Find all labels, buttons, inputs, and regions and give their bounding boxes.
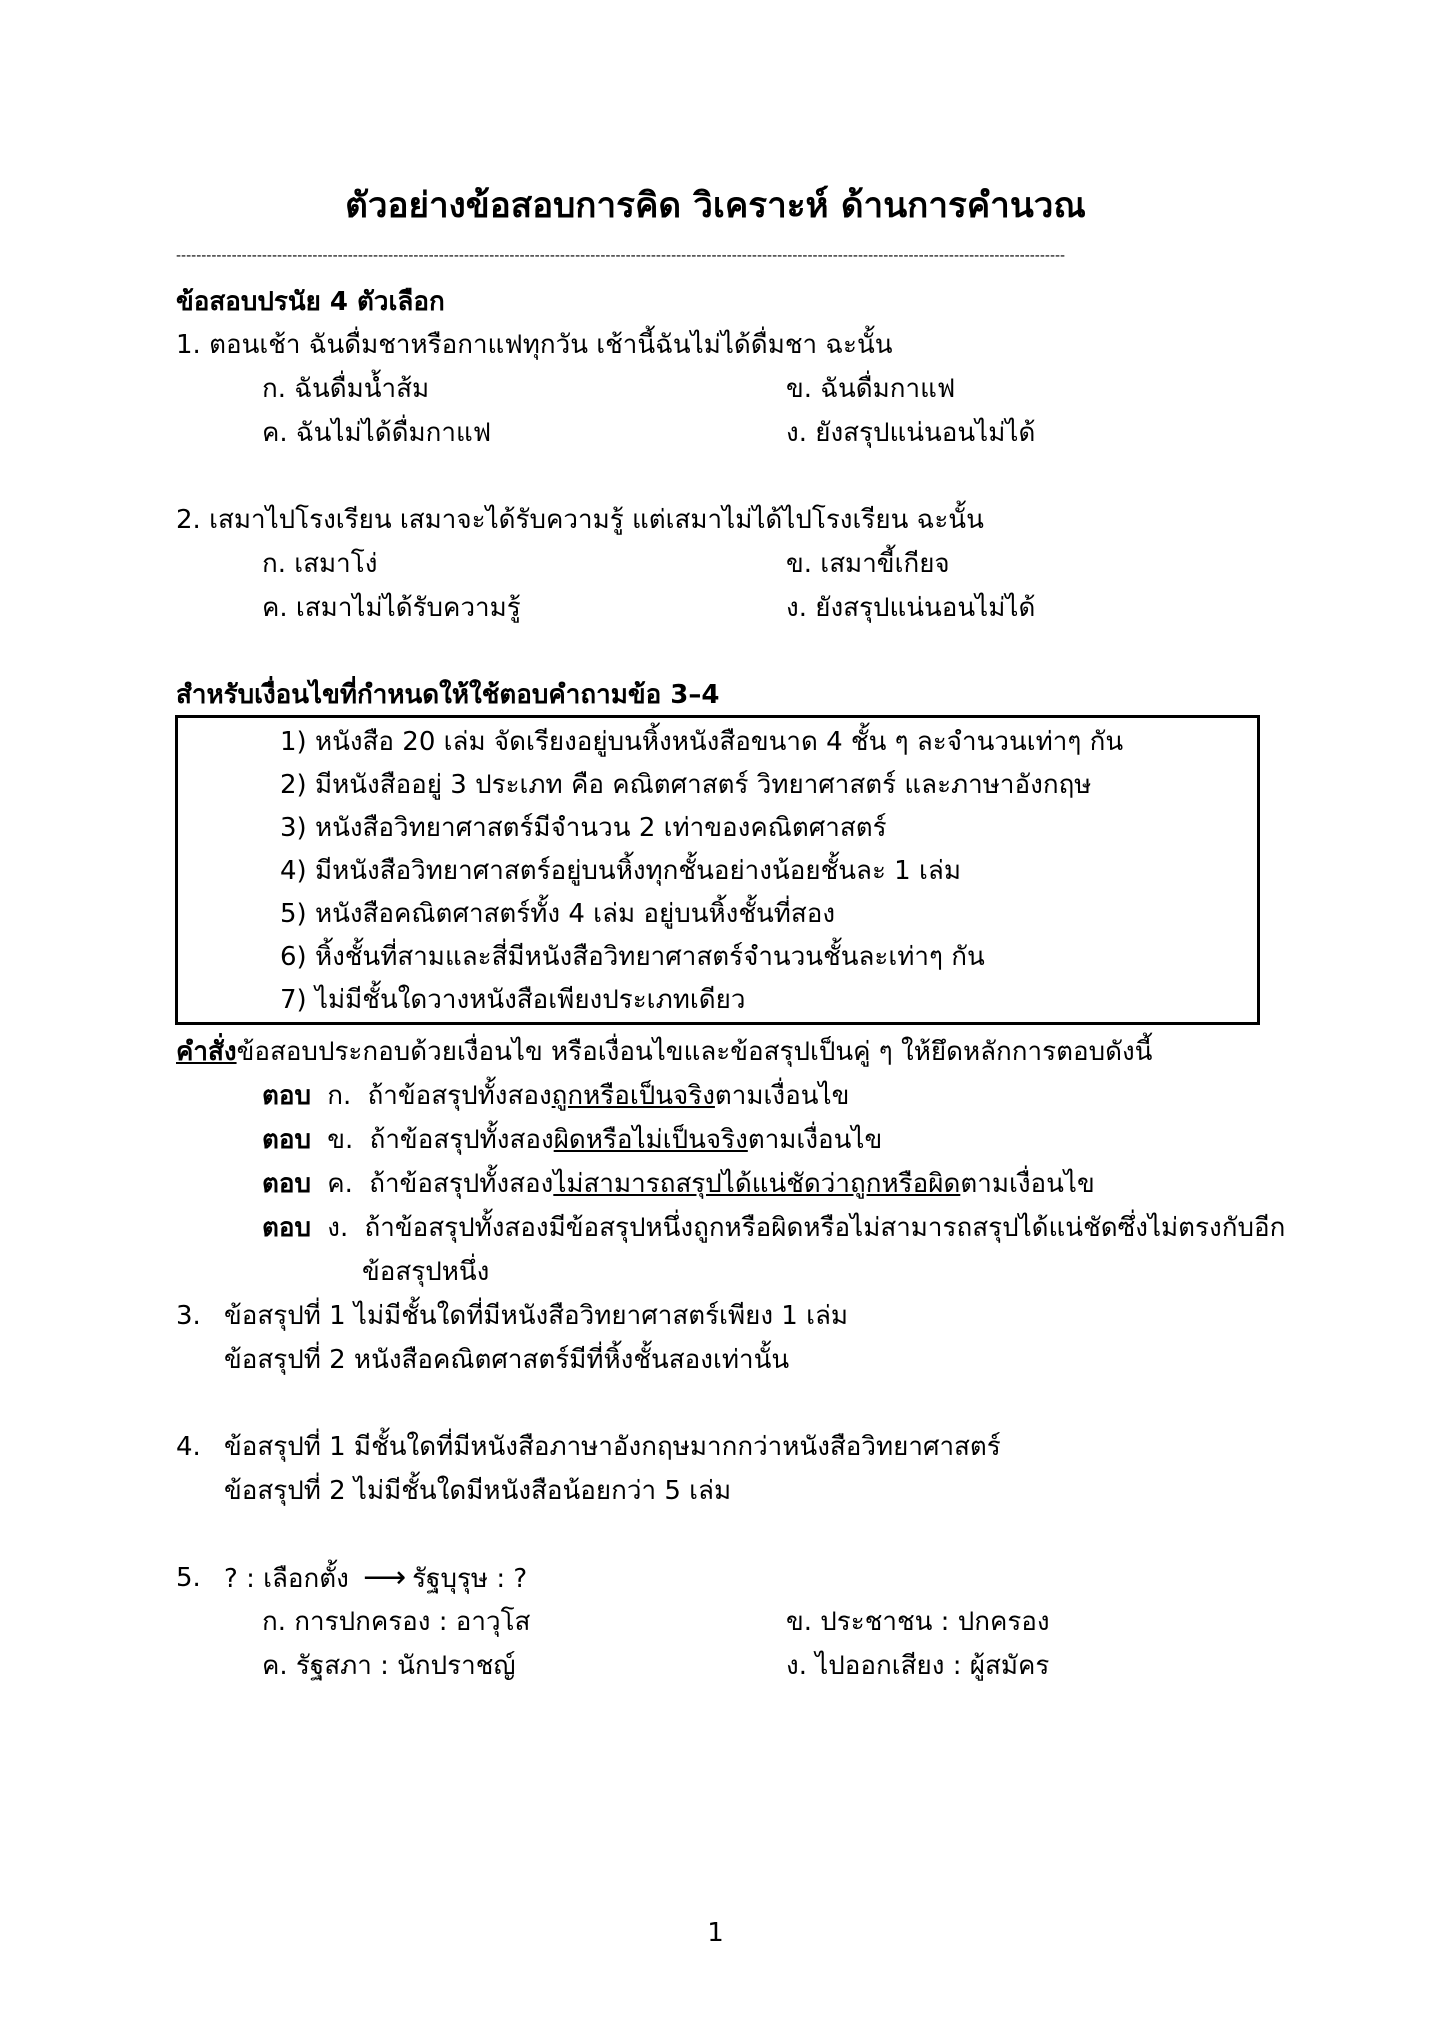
rule-text-pre: ถ้าข้อสรุปทั้งสอง xyxy=(367,1081,552,1111)
question-2-stem: 2. เสมาไปโรงเรียน เสมาจะได้รับความรู้ แต่เสมาไม่ได้ไปโรงเรียน ฉะนั้น xyxy=(176,505,984,535)
condition-item: 1) หนังสือ 20 เล่ม จัดเรียงอยู่บนหิ้งหนังสือขนาด 4 ชั้น ๆ ละจำนวนเท่าๆ กัน xyxy=(280,727,1124,757)
rule-text-post: ตามเงื่อนไข xyxy=(747,1125,883,1155)
question-5-stem xyxy=(224,1558,527,1599)
analogy-left: ? : เลือกตั้ง xyxy=(224,1564,349,1594)
rule-letter: ข. xyxy=(327,1125,354,1155)
rule-letter: ค. xyxy=(327,1169,353,1199)
question-1-option-c: ค. ฉันไม่ได้ดื่มกาแฟ xyxy=(262,418,492,448)
question-5-option-c: ค. รัฐสภา : นักปราชญ์ xyxy=(262,1651,516,1681)
rule-text-pre: ถ้าข้อสรุปทั้งสอง xyxy=(369,1125,554,1155)
rule-text-underlined: ไม่สามารถสรุปได้แน่ชัดว่าถูกหรือผิด xyxy=(553,1169,961,1199)
question-5-option-a: ก. การปกครอง : อาวุโส xyxy=(262,1607,531,1637)
question-5-number: 5. xyxy=(176,1563,201,1593)
question-3-conclusion-2: ข้อสรุปที่ 2 หนังสือคณิตศาสตร์มีที่หิ้งชั้นสองเท่านั้น xyxy=(224,1345,790,1375)
answer-rule-d-continuation: ข้อสรุปหนึ่ง xyxy=(362,1257,490,1287)
answer-rule-a xyxy=(262,1076,849,1116)
answer-rule-c xyxy=(262,1164,1095,1204)
analogy-right: รัฐบุรุษ : ? xyxy=(412,1564,528,1594)
question-1-stem: 1. ตอนเช้า ฉันดื่มชาหรือกาแฟทุกวัน เช้านี้ฉันไม่ได้ดื่มชา ฉะนั้น xyxy=(176,330,893,360)
conditions-heading: สำหรับเงื่อนไขที่กำหนดให้ใช้ตอบคำถามข้อ 3–4 xyxy=(176,680,720,710)
question-4-number: 4. xyxy=(176,1432,201,1462)
condition-item: 6) หิ้งชั้นที่สามและสี่มีหนังสือวิทยาศาสตร์จำนวนชั้นละเท่าๆ กัน xyxy=(280,942,985,972)
question-3-conclusion-1: ข้อสรุปที่ 1 ไม่มีชั้นใดที่มีหนังสือวิทยาศาสตร์เพียง 1 เล่ม xyxy=(224,1301,849,1331)
arrow-right-icon: ⟶ xyxy=(363,1560,407,1595)
question-5-option-d: ง. ไปออกเสียง : ผู้สมัคร xyxy=(786,1651,1050,1681)
page-number: 1 xyxy=(707,1918,724,1948)
instruction-text: ข้อสอบประกอบด้วยเงื่อนไข หรือเงื่อนไขและข้อสรุปเป็นคู่ ๆ ให้ยึดหลักการตอบดังนี้ xyxy=(236,1037,1153,1067)
answer-word: ตอบ xyxy=(262,1081,312,1111)
section-heading-mc: ข้อสอบปรนัย 4 ตัวเลือก xyxy=(176,287,445,317)
condition-item: 7) ไม่มีชั้นใดวางหนังสือเพียงประเภทเดียว xyxy=(280,985,746,1015)
question-2-option-c: ค. เสมาไม่ได้รับความรู้ xyxy=(262,593,521,623)
answer-rule-b xyxy=(262,1120,882,1160)
question-4-conclusion-2: ข้อสรุปที่ 2 ไม่มีชั้นใดมีหนังสือน้อยกว่า 5 เล่ม xyxy=(224,1476,732,1506)
rule-text-post: ตามเงื่อนไข xyxy=(960,1169,1095,1199)
condition-item: 4) มีหนังสือวิทยาศาสตร์อยู่บนหิ้งทุกชั้นอย่างน้อยชั้นละ 1 เล่ม xyxy=(280,856,961,886)
condition-item: 3) หนังสือวิทยาศาสตร์มีจำนวน 2 เท่าของคณิตศาสตร์ xyxy=(280,813,887,843)
rule-text-underlined: ถูกหรือเป็นจริง xyxy=(551,1081,715,1111)
question-3-number: 3. xyxy=(176,1301,201,1331)
question-2-option-a: ก. เสมาโง่ xyxy=(262,549,378,579)
answer-rule-d xyxy=(262,1208,1285,1248)
rule-letter: ก. xyxy=(327,1081,352,1111)
question-1-option-a: ก. ฉันดื่มน้ำส้ม xyxy=(262,374,430,404)
rule-text-pre: ถ้าข้อสรุปทั้งสองมีข้อสรุปหนึ่งถูกหรือผิดหรือไม่สามารถสรุปได้แน่ชัดซึ่งไม่ตรงกับอีก xyxy=(364,1213,1286,1243)
question-2-option-d: ง. ยังสรุปแน่นอนไม่ได้ xyxy=(786,593,1036,623)
rule-letter: ง. xyxy=(327,1213,349,1243)
instruction-line xyxy=(176,1032,1152,1072)
rule-text-underlined: ผิดหรือไม่เป็นจริง xyxy=(553,1125,748,1155)
question-4-conclusion-1: ข้อสรุปที่ 1 มีชั้นใดที่มีหนังสือภาษาอังกฤษมากกว่าหนังสือวิทยาศาสตร์ xyxy=(224,1432,1001,1462)
question-2-option-b: ข. เสมาขี้เกียจ xyxy=(786,549,950,579)
instruction-label: คำสั่ง xyxy=(176,1037,237,1067)
question-5-option-b: ข. ประชาชน : ปกครอง xyxy=(786,1607,1050,1637)
separator-line: -------------------------------------------------------------------------------------------------------------------------------------------------------------------------------- xyxy=(176,248,1066,264)
question-1-option-d: ง. ยังสรุปแน่นอนไม่ได้ xyxy=(786,418,1036,448)
condition-item: 2) มีหนังสืออยู่ 3 ประเภท คือ คณิตศาสตร์ วิทยาศาสตร์ และภาษาอังกฤษ xyxy=(280,770,1092,800)
rule-text-post: ตามเงื่อนไข xyxy=(714,1081,850,1111)
answer-word: ตอบ xyxy=(262,1125,312,1155)
rule-text-pre: ถ้าข้อสรุปทั้งสอง xyxy=(369,1169,554,1199)
condition-item: 5) หนังสือคณิตศาสตร์ทั้ง 4 เล่ม อยู่บนหิ้งชั้นที่สอง xyxy=(280,899,836,929)
answer-word: ตอบ xyxy=(262,1169,312,1199)
page-title: ตัวอย่างข้อสอบการคิด วิเคราะห์ ด้านการคำนวณ xyxy=(345,186,1086,226)
question-1-option-b: ข. ฉันดื่มกาแฟ xyxy=(786,374,956,404)
answer-word: ตอบ xyxy=(262,1213,312,1243)
